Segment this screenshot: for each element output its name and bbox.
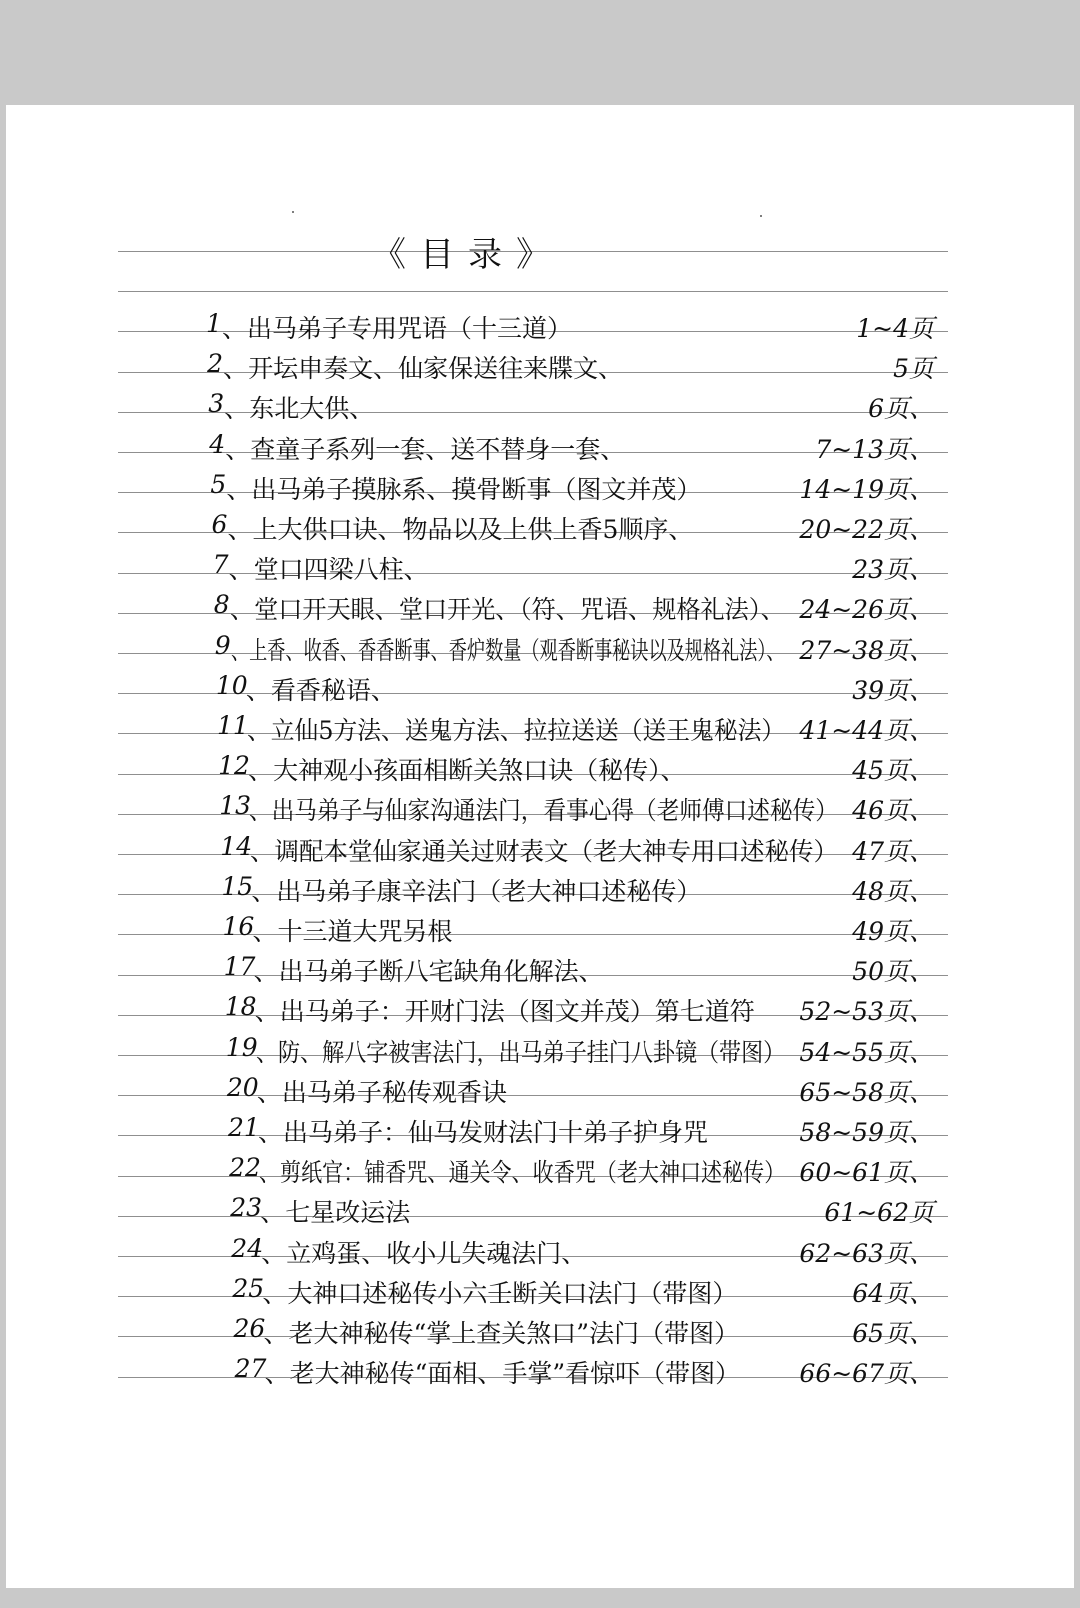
toc-entry-title: 、上香、收香、香香断事、香炉数量（观香断事秘诀以及规格礼法）、 <box>230 636 785 665</box>
toc-entry-pages: 7~13页、 <box>815 435 934 464</box>
toc-entry-number: 19 <box>225 1033 258 1062</box>
toc-entry-title: 、出马弟子：仙马发财法门十弟子护身咒 <box>258 1118 709 1147</box>
toc-entry-pages: 47页、 <box>852 837 934 866</box>
toc-entry-pages: 62~63页、 <box>799 1239 934 1268</box>
toc-entry-title: 、剪纸官：铺香咒、通关令、收香咒（老大神口述秘传） <box>259 1158 786 1187</box>
toc-entry-title: 、出马弟子与仙家沟通法门，看事心得（老师傅口述秘传） <box>249 796 839 825</box>
toc-entry-number: 9 <box>214 631 231 660</box>
toc-entry-number: 8 <box>213 590 230 619</box>
toc-entry-number: 23 <box>230 1193 262 1222</box>
toc-entry-title: 、出马弟子摸脉系、摸骨断事（图文并茂） <box>226 475 702 504</box>
toc-entry-title: 、大神口述秘传小六壬断关口法门（带图） <box>262 1279 738 1308</box>
toc-entry <box>6 906 1074 946</box>
paper-speck <box>292 211 294 213</box>
toc-entry-pages: 61~62页 <box>824 1198 934 1227</box>
toc-entry <box>6 504 1074 544</box>
toc-entry-number: 12 <box>218 751 250 780</box>
toc-entry-title: 、老大神秘传“面相、手掌”看惊吓（带图） <box>264 1359 741 1388</box>
toc-entry <box>6 826 1074 866</box>
toc-entry <box>6 544 1074 584</box>
toc-entry-pages: 65页、 <box>852 1319 934 1348</box>
toc-entry <box>6 1308 1074 1348</box>
toc-entry-pages: 27~38页、 <box>799 636 934 665</box>
toc-entry-title: 、上大供口诀、物品以及上供上香5顺序、 <box>227 515 694 544</box>
toc-entry-title: 、大神观小孩面相断关煞口诀（秘传）、 <box>248 756 686 785</box>
toc-entry-number: 18 <box>224 992 257 1021</box>
toc-entry-pages: 50页、 <box>852 957 934 986</box>
toc-entry-title: 、查童子系列一套、送不替身一套、 <box>225 435 626 464</box>
toc-entry-number: 3 <box>208 389 225 418</box>
toc-entry-pages: 58~59页、 <box>799 1118 934 1147</box>
toc-entry-number: 26 <box>233 1314 266 1343</box>
toc-entry-pages: 66~67页、 <box>799 1359 934 1388</box>
toc-entry-number: 13 <box>219 791 251 820</box>
toc-entry <box>6 1107 1074 1147</box>
toc-entry-number: 5 <box>210 470 227 499</box>
document-page <box>6 105 1074 1588</box>
toc-entry <box>6 665 1074 705</box>
toc-entry-title: 、开坛申奏文、仙家保送往来牒文、 <box>223 354 624 383</box>
toc-entry-pages: 60~61页、 <box>799 1158 934 1187</box>
toc-entry-title: 、调配本堂仙家通关过财表文（老大神专用口述秘传） <box>250 837 839 866</box>
toc-entry <box>6 424 1074 464</box>
toc-entry <box>6 464 1074 504</box>
toc-entry <box>6 343 1074 383</box>
toc-entry-pages: 5页 <box>893 354 934 383</box>
paper-speck <box>760 215 762 217</box>
toc-entry-pages: 23页、 <box>852 555 934 584</box>
toc-entry <box>6 946 1074 986</box>
toc-entry-title: 、出马弟子专用咒语（十三道） <box>222 314 573 343</box>
page-title: 《目录》 <box>372 235 564 275</box>
toc-entry-title: 、堂口开天眼、堂口开光、（符、咒语、规格礼法）、 <box>229 595 785 624</box>
toc-entry-number: 17 <box>223 952 256 981</box>
toc-entry-title: 、东北大供、 <box>224 394 375 423</box>
toc-entry <box>6 785 1074 825</box>
toc-entry-pages: 24~26页、 <box>799 595 934 624</box>
toc-entry <box>6 1268 1074 1308</box>
toc-entry-number: 6 <box>211 510 228 539</box>
toc-entry-title: 、防、解八字被害法门，出马弟子挂门八卦镜（带图） <box>255 1038 786 1067</box>
toc-entry-pages: 20~22页、 <box>799 515 934 544</box>
toc-entry-number: 15 <box>221 872 254 901</box>
toc-entry-title: 、立鸡蛋、收小儿失魂法门、 <box>261 1239 587 1268</box>
toc-entry-number: 27 <box>234 1354 267 1383</box>
toc-entry-title: 、老大神秘传“掌上查关煞口”法门（带图） <box>263 1319 740 1348</box>
toc-entry-pages: 65~58页、 <box>799 1078 934 1107</box>
toc-entry <box>6 1027 1074 1067</box>
toc-entry-pages: 6页、 <box>868 394 934 423</box>
toc-entry <box>6 625 1074 665</box>
rule-line <box>118 291 948 292</box>
toc-entry-number: 2 <box>207 349 223 378</box>
toc-entry <box>6 1147 1074 1187</box>
toc-entry-pages: 1~4页 <box>856 314 934 343</box>
toc-entry-number: 20 <box>226 1073 259 1102</box>
toc-entry-title: 、十三道大咒另根 <box>252 917 453 946</box>
toc-entry <box>6 1187 1074 1227</box>
toc-entry-number: 25 <box>232 1274 265 1303</box>
toc-entry-title: 、出马弟子秘传观香诀 <box>256 1078 507 1107</box>
toc-entry-title: 、七星改运法 <box>260 1198 411 1227</box>
toc-entry-number: 7 <box>212 550 229 579</box>
toc-entry-title: 、出马弟子康辛法门（老大神口述秘传） <box>251 877 702 906</box>
toc-entry-pages: 41~44页、 <box>799 716 934 745</box>
toc-entry-number: 14 <box>220 832 253 861</box>
toc-entry-pages: 46页、 <box>852 796 934 825</box>
toc-entry-title: 、堂口四梁八柱、 <box>228 555 429 584</box>
toc-entry <box>6 986 1074 1026</box>
toc-entry-number: 24 <box>231 1234 264 1263</box>
toc-entry-pages: 45页、 <box>852 756 934 785</box>
toc-entry <box>6 303 1074 343</box>
toc-entry <box>6 866 1074 906</box>
toc-entry-number: 16 <box>222 912 255 941</box>
toc-entry <box>6 1067 1074 1107</box>
toc-entry-pages: 39页、 <box>852 676 934 705</box>
toc-entry <box>6 705 1074 745</box>
toc-entry <box>6 1348 1074 1388</box>
toc-entry-pages: 64页、 <box>852 1279 934 1308</box>
toc-entry-pages: 52~53页、 <box>799 997 934 1026</box>
toc-entry <box>6 383 1074 423</box>
toc-entry-pages: 54~55页、 <box>799 1038 934 1067</box>
toc-entry-number: 4 <box>209 430 226 459</box>
toc-entry-number: 22 <box>229 1153 261 1182</box>
toc-entry-title: 、出马弟子断八宅缺角化解法、 <box>253 957 604 986</box>
toc-entry-title: 、出马弟子：开财门法（图文并茂）第七道符 <box>254 997 755 1026</box>
toc-entry-number: 21 <box>228 1113 260 1142</box>
toc-entry-pages: 49页、 <box>852 917 934 946</box>
toc-entry-number: 11 <box>217 711 249 740</box>
toc-entry <box>6 584 1074 624</box>
toc-entry-title: 、立仙5方法、送鬼方法、拉拉送送（送王鬼秘法） <box>247 716 786 745</box>
toc-entry-number: 1 <box>206 309 222 338</box>
toc-entry-number: 10 <box>215 671 248 700</box>
toc-entry <box>6 745 1074 785</box>
toc-entry-title: 、看香秘语、 <box>245 676 396 705</box>
toc-entry-pages: 14~19页、 <box>799 475 934 504</box>
toc-entry <box>6 1228 1074 1268</box>
toc-entry-pages: 48页、 <box>852 877 934 906</box>
